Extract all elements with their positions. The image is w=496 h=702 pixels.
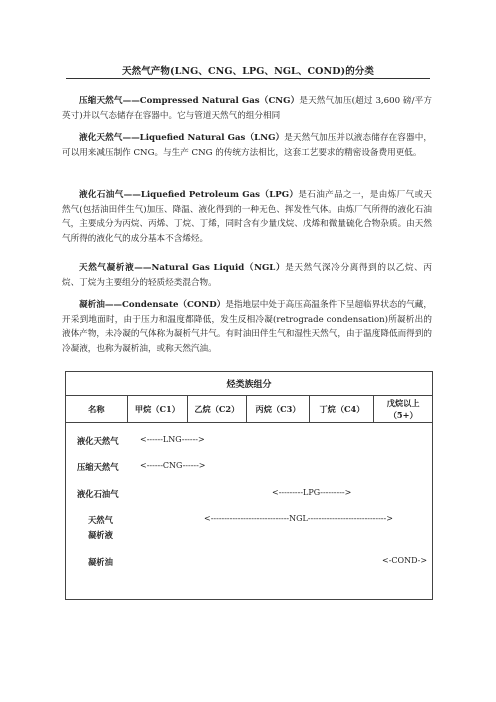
row-label-lpg: 液化石油气 xyxy=(77,489,119,499)
row-label-lng: 液化天然气 xyxy=(77,436,119,446)
header-c4: 丁烷（C4） xyxy=(310,396,374,423)
header-c3: 丙烷（C3） xyxy=(246,396,310,423)
document-title: 天然气产物(LNG、CNG、LPG、NGL、COND)的分类 xyxy=(122,66,374,77)
term-lng: 液化天然气——Liquefied Natural Gas（LNG） xyxy=(79,133,285,143)
text-lpg: 是石油产品之一，是由炼厂气或天然气(包括油田伴生气)加压、降温、液化得到的一种无色、挥发性气体。由炼厂气所得的液化石油气，主要成分为丙烷、丙烯、丁烷、丁烯，同时含有少量戊烷、戊烯和微量硫化合物杂质。由天然气所得的液化气的成分基本不含烯烃。 xyxy=(62,190,432,244)
text-ngl: 是天然气深冷分离得到的以乙烷、丙烷、丁烷为主要组分的轻质烃类混合物。 xyxy=(62,263,432,288)
table-title: 烃类族组分 xyxy=(66,372,433,396)
row-label-cng: 压缩天然气 xyxy=(77,462,119,472)
paragraph-lpg xyxy=(62,188,432,246)
header-c2: 乙烷（C2） xyxy=(188,396,247,423)
text-cond: 是指地层中处于高压高温条件下呈超临界状态的气藏，开采到地面时，由于压力和温度都降低，发生反相冷凝(retrograde condensation)所凝析出的液体产物，未冷凝的气体称为凝析气井气。有时油田伴生气和湿性天然气，由于温度降低而得到的冷凝液，也称为凝析油，或称天然汽油。 xyxy=(62,300,432,354)
range-lng: <------LNG------> xyxy=(140,435,205,444)
paragraph-cng xyxy=(62,94,432,123)
range-lpg: <---------LPG---------> xyxy=(272,488,352,497)
term-cng: 压缩天然气——Compressed Natural Gas（CNG） xyxy=(79,96,300,106)
term-ngl: 天然气凝析液——Natural Gas Liquid（NGL） xyxy=(79,263,286,273)
range-cng: <------CNG------> xyxy=(140,461,206,470)
text-cng: 是天然气加压(超过 3,600 磅/平方英寸)并以气态储存在容器中。它与管道天然气的组分相同 xyxy=(62,96,432,121)
row-label-condensate-oil: 凝析油 xyxy=(88,557,113,567)
range-ngl: <-----------------------------NGL-----------------------------> xyxy=(204,514,393,523)
text-lng: 是天然气加压并以液态储存在容器中，可以用来减压制作 CNG。与生产 CNG 的传统方法相比，这套工艺要求的精密设备费用更低。 xyxy=(62,133,432,158)
paragraph-cond xyxy=(62,298,432,356)
table-body xyxy=(66,423,433,600)
title-divider xyxy=(66,78,430,79)
row-label-natural-gas: 天然气 xyxy=(88,515,113,525)
paragraph-ngl xyxy=(62,261,432,290)
paragraph-lng xyxy=(62,131,432,160)
term-lpg: 液化石油气——Liquefied Petroleum Gas（LPG） xyxy=(79,190,299,200)
header-c5plus: 戊烷以上（5+） xyxy=(374,396,433,423)
hydrocarbon-table xyxy=(65,371,433,600)
range-cond: <-COND-> xyxy=(382,556,428,565)
header-name: 名称 xyxy=(66,396,128,423)
term-cond: 凝析油——Condensate（COND） xyxy=(79,300,226,310)
header-c1: 甲烷（C1） xyxy=(127,396,187,423)
row-label-condensate-liquid: 凝析液 xyxy=(88,530,113,540)
